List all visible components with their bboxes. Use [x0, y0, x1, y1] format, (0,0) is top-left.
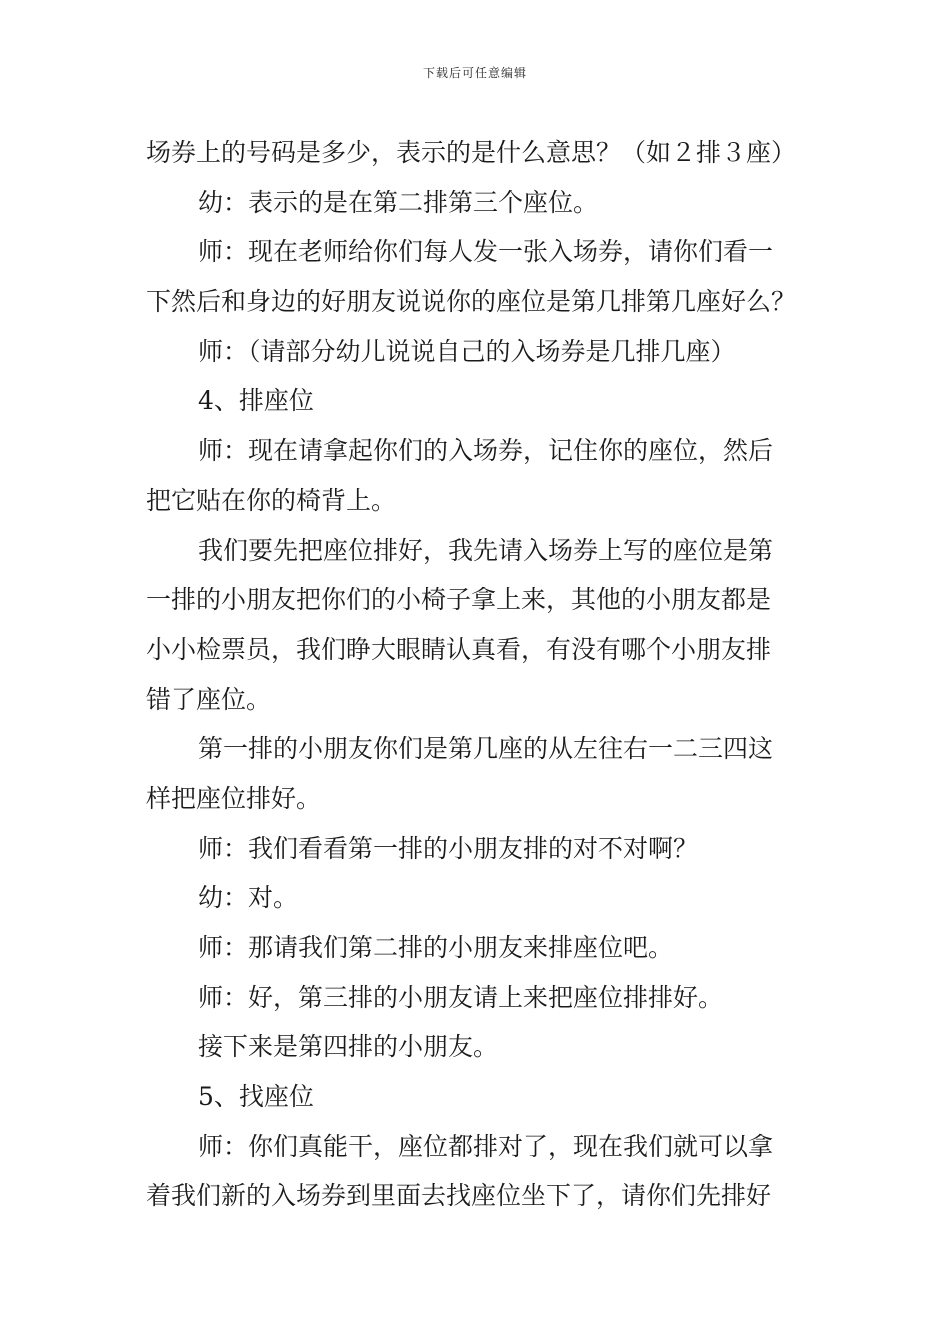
- text-line: 场券上的号码是多少，表示的是什么意思？（如２排３座）: [146, 138, 797, 167]
- text-line: 我们要先把座位排好，我先请入场券上写的座位是第: [198, 535, 774, 565]
- text-line: 师：我们看看第一排的小朋友排的对不对啊？: [198, 833, 699, 863]
- text-line: 师：（请部分幼儿说说自己的入场券是几排几座）: [198, 336, 736, 366]
- document-body: [146, 128, 811, 1221]
- section-heading: 5、找座位: [198, 1082, 314, 1112]
- text-line: 错了座位。: [146, 684, 272, 714]
- text-line: 小小检票员，我们睁大眼睛认真看，有没有哪个小朋友排: [146, 634, 772, 664]
- text-line: 师：你们真能干，座位都排对了，现在我们就可以拿: [198, 1131, 774, 1161]
- text-line: 师：好，第三排的小朋友请上来把座位排排好。: [198, 982, 724, 1012]
- text-line: 第一排的小朋友你们是第几座的从左往右一二三四这: [198, 734, 774, 764]
- text-line: 接下来是第四排的小朋友。: [198, 1032, 499, 1062]
- text-line: 幼：表示的是在第二排第三个座位。: [198, 187, 599, 217]
- text-line: 师：那请我们第二排的小朋友来排座位吧。: [198, 933, 674, 962]
- text-line: 一排的小朋友把你们的小椅子拿上来，其他的小朋友都是: [146, 585, 772, 615]
- text-line: 把它贴在你的椅背上。: [146, 485, 397, 515]
- text-line: 幼：对。: [198, 883, 299, 913]
- text-line: 着我们新的入场券到里面去找座位坐下了，请你们先排好: [146, 1181, 772, 1211]
- text-line: 师：现在老师给你们每人发一张入场券，请你们看一: [198, 237, 774, 267]
- text-line: 师：现在请拿起你们的入场券，记住你的座位，然后: [198, 436, 774, 466]
- page-header: 下载后可任意编辑: [422, 66, 527, 80]
- text-line: 样把座位排好。: [146, 783, 322, 813]
- text-line: 下然后和身边的好朋友说说你的座位是第几排第几座好么？: [146, 287, 797, 317]
- section-heading: 4、排座位: [198, 386, 314, 416]
